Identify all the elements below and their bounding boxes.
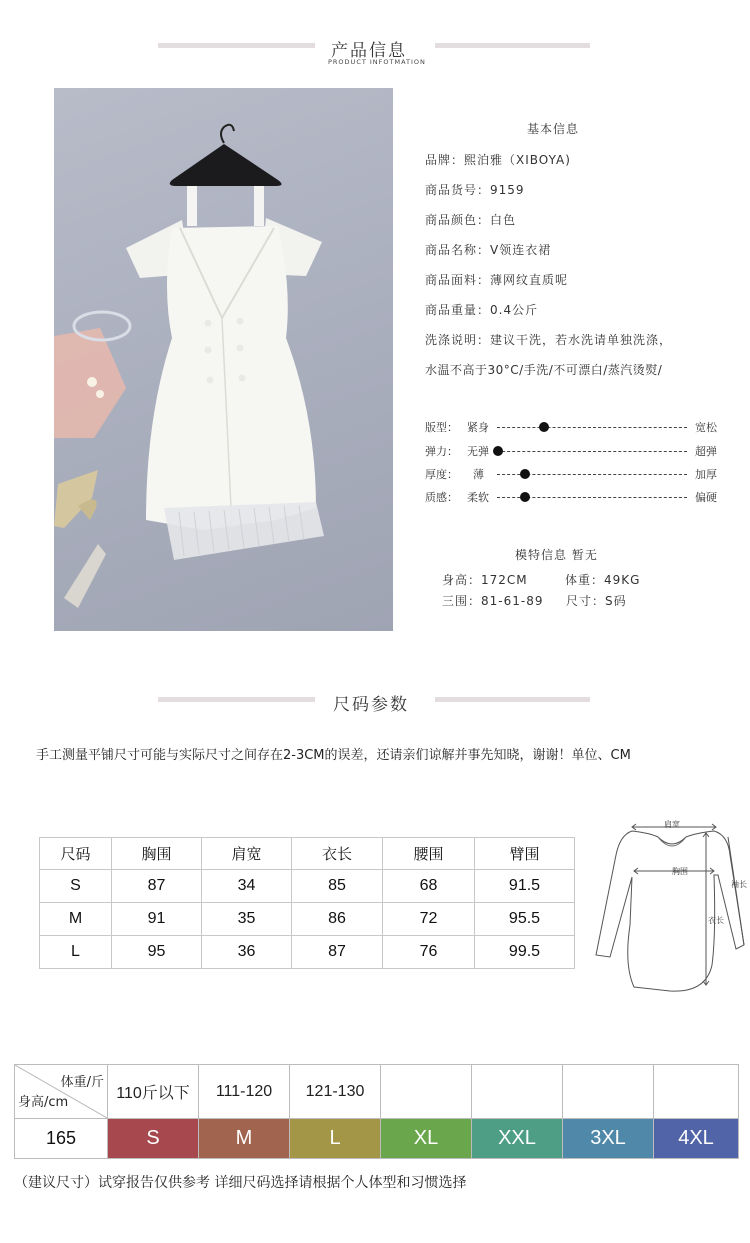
info-weight <box>425 301 538 318</box>
info-label: 商品重量： <box>425 303 491 317</box>
model-measurements: 三围：81-61-89 <box>442 594 544 608</box>
info-value: V领连衣裙 <box>490 243 552 257</box>
model-size: 尺寸：S码 <box>566 594 627 608</box>
scale-marker <box>493 446 503 456</box>
corner-diagonal <box>15 1065 107 1118</box>
info-value: 薄网纹直质呢 <box>490 273 569 287</box>
header-divider-right <box>435 43 590 48</box>
model-weight: 体重：49KG <box>565 573 641 587</box>
table-cell: 34 <box>202 870 292 903</box>
scale-marker <box>520 469 530 479</box>
scale-marker <box>520 492 530 502</box>
table-cell: 95.5 <box>475 903 575 936</box>
basic-info-heading: 基本信息 <box>527 122 580 136</box>
diagram-label-sleeve: 袖长 <box>731 880 747 889</box>
scale-right: 偏硬 <box>695 491 717 504</box>
weight-cell <box>381 1065 472 1119</box>
header-divider-left <box>158 43 315 48</box>
info-value: 建议干洗，若水洗请单独洗涤， <box>490 333 673 347</box>
corner-weight-label: 体重/斤 <box>60 1075 104 1090</box>
table-cell: 86 <box>292 903 383 936</box>
diagram-label-chest: 胸围 <box>672 867 688 876</box>
size-cell: L <box>290 1119 381 1159</box>
size-divider-left <box>158 697 315 702</box>
size-recommendation-table <box>14 1064 739 1159</box>
size-cell: XL <box>381 1119 472 1159</box>
scale-label: 厚度： <box>425 468 458 481</box>
table-cell: 99.5 <box>475 936 575 969</box>
product-section-title: 产品信息 <box>331 41 407 61</box>
weight-row <box>15 1065 739 1119</box>
info-label: 商品货号： <box>425 183 491 197</box>
table-cell: 36 <box>202 936 292 969</box>
scale-label: 弹力： <box>425 445 458 458</box>
info-washing <box>425 331 672 348</box>
scale-marker <box>539 422 549 432</box>
info-label: 商品名称： <box>425 243 491 257</box>
fit-scale-cut <box>425 419 717 435</box>
size-cell: 4XL <box>654 1119 739 1159</box>
scale-track <box>497 451 687 452</box>
model-info-heading: 模特信息 暂无 <box>515 548 598 562</box>
fit-scale-thickness <box>425 466 717 482</box>
diagram-label-length: 衣长 <box>708 916 724 925</box>
info-item-number <box>425 181 525 198</box>
info-brand <box>425 151 571 168</box>
info-label: 品牌： <box>425 153 465 167</box>
info-label: 洗涤说明： <box>425 333 491 347</box>
corner-cell <box>15 1065 108 1119</box>
scale-label: 质感： <box>425 491 458 504</box>
scale-left: 紧身 <box>467 421 489 434</box>
header-cell: 肩宽 <box>202 838 292 870</box>
info-value: 水温不高于30°C/手洗/不可漂白/蒸汽烫熨/ <box>425 363 663 377</box>
corner-height-label: 身高/cm <box>18 1095 69 1110</box>
size-cell: 3XL <box>563 1119 654 1159</box>
weight-cell <box>654 1065 739 1119</box>
table-cell: 85 <box>292 870 383 903</box>
diagram-label-shoulder: 肩宽 <box>664 820 680 829</box>
fit-scale-texture <box>425 489 717 505</box>
table-cell: 91 <box>112 903 202 936</box>
info-value: 熙泊雅（XIBOYA) <box>464 153 571 167</box>
table-cell: 87 <box>292 936 383 969</box>
size-table <box>39 837 575 969</box>
info-label: 商品面料： <box>425 273 491 287</box>
table-cell: 87 <box>112 870 202 903</box>
size-cell: M <box>199 1119 290 1159</box>
table-row <box>40 870 575 903</box>
model-height: 身高：172CM <box>442 573 528 587</box>
table-cell: L <box>40 936 112 969</box>
info-label: 商品颜色： <box>425 213 491 227</box>
size-cell: S <box>108 1119 199 1159</box>
scale-right: 加厚 <box>695 468 717 481</box>
size-table-header <box>40 838 575 870</box>
footnote: （建议尺寸）试穿报告仅供参考 详细尺码选择请根据个人体型和习惯选择 <box>14 1175 467 1191</box>
table-cell: 68 <box>383 870 475 903</box>
info-value: 9159 <box>490 183 525 197</box>
scale-left: 无弹 <box>467 445 489 458</box>
weight-cell: 121-130 <box>290 1065 381 1119</box>
info-name <box>425 241 551 258</box>
table-cell: 72 <box>383 903 475 936</box>
info-value: 0.4公斤 <box>490 303 539 317</box>
scale-label: 版型： <box>425 421 458 434</box>
info-value: 白色 <box>490 213 517 227</box>
table-cell: 35 <box>202 903 292 936</box>
scale-right: 宽松 <box>695 421 717 434</box>
table-cell: 91.5 <box>475 870 575 903</box>
header-cell: 尺码 <box>40 838 112 870</box>
scale-right: 超弹 <box>695 445 717 458</box>
weight-cell: 110斤以下 <box>108 1065 199 1119</box>
info-color <box>425 211 516 228</box>
scale-left: 柔软 <box>467 491 489 504</box>
header-cell: 臂围 <box>475 838 575 870</box>
weight-cell: 111-120 <box>199 1065 290 1119</box>
measurement-note: 手工测量平铺尺寸可能与实际尺寸之间存在2-3CM的误差，还请亲们谅解并事先知晓，谢谢！单位、CM <box>36 748 631 763</box>
table-row <box>40 903 575 936</box>
dress-illustration <box>54 88 393 631</box>
header-cell: 衣长 <box>292 838 383 870</box>
table-cell: M <box>40 903 112 936</box>
weight-cell <box>472 1065 563 1119</box>
fit-scale-stretch <box>425 443 717 459</box>
height-cell: 165 <box>15 1119 108 1159</box>
size-cell: XXL <box>472 1119 563 1159</box>
weight-cell <box>563 1065 654 1119</box>
header-cell: 腰围 <box>383 838 475 870</box>
table-row <box>40 936 575 969</box>
size-section-title: 尺码参数 <box>333 695 409 715</box>
size-divider-right <box>435 697 590 702</box>
scale-track <box>497 427 687 428</box>
info-washing-cont <box>425 361 662 378</box>
size-row <box>15 1119 739 1159</box>
product-photo <box>54 88 393 631</box>
table-cell: 76 <box>383 936 475 969</box>
table-cell: S <box>40 870 112 903</box>
measurement-diagram <box>588 815 748 1000</box>
table-cell: 95 <box>112 936 202 969</box>
product-section-subtitle: PRODUCT INFOTMATION <box>328 58 426 66</box>
info-fabric <box>425 271 568 288</box>
scale-left: 薄 <box>473 468 484 481</box>
header-cell: 胸围 <box>112 838 202 870</box>
